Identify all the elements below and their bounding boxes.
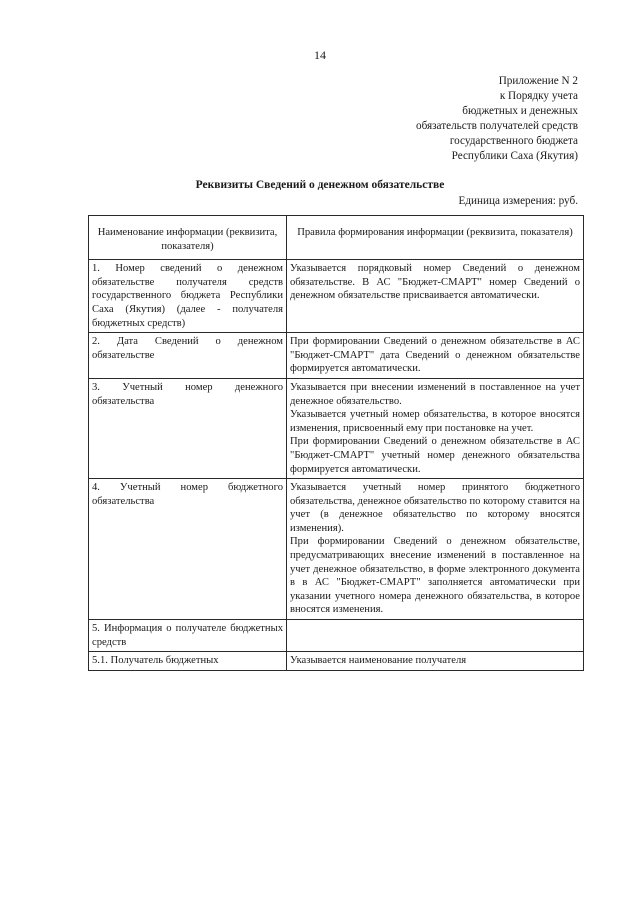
rule-paragraph: Указывается наименование получателя — [290, 655, 467, 667]
row-rules-cell — [287, 333, 584, 379]
appendix-line: государственного бюджета — [449, 135, 578, 147]
appendix-line: Республики Саха (Якутия) — [451, 150, 578, 162]
rule-paragraph: При формировании Сведений о денежном обязательстве в АС "Бюджет-СМАРТ" учетный номер денежного обязательства формируется автоматически. — [290, 436, 580, 475]
table-header-row — [89, 216, 584, 260]
table-row — [89, 652, 584, 671]
table-row — [89, 333, 584, 379]
appendix-line: бюджетных и денежных — [462, 105, 578, 117]
page-number: 14 — [314, 48, 326, 62]
document-title: Реквизиты Сведений о денежном обязательстве — [195, 179, 445, 191]
row-name-cell: 2. Дата Сведений о денежном обязательстве — [89, 333, 287, 379]
appendix-header — [416, 74, 578, 164]
table-row — [89, 260, 584, 333]
row-rules-cell — [287, 620, 584, 652]
requisites-table — [88, 215, 584, 671]
rule-paragraph: При формировании Сведений о денежном обязательстве, предусматривающих внесение изменений в поставленное на учет денежное обязательство, в форме электронного документа в в АС "Бюджет-СМАРТ" заполняется автоматически при указании учетного номера денежного обязательства, в которое вносятся изменения. — [290, 536, 580, 616]
row-rules-cell — [287, 378, 584, 478]
rule-paragraph: При формировании Сведений о денежном обязательстве в АС "Бюджет-СМАРТ" дата Сведений о денежном обязательстве формируется автоматически. — [290, 336, 580, 375]
rule-paragraph: Указывается при внесении изменений в поставленное на учет денежное обязательство. — [290, 381, 580, 407]
table-row — [89, 378, 584, 478]
row-rules-cell — [287, 479, 584, 620]
unit-of-measure: Единица измерения: руб. — [458, 195, 578, 207]
row-rules-cell — [287, 652, 584, 671]
row-name-cell: 5. Информация о получателе бюджетных средств — [89, 620, 287, 652]
appendix-line: к Порядку учета — [499, 90, 578, 102]
rule-paragraph: Указывается порядковый номер Сведений о денежном обязательстве. В АС "Бюджет-СМАРТ" номер Сведений о денежном обязательстве присваивается автоматически. — [290, 263, 580, 302]
row-rules-cell — [287, 260, 584, 333]
table-row — [89, 479, 584, 620]
row-name-cell: 1. Номер сведений о денежном обязательстве получателя средств государственного бюджета Республики Саха (Якутия) (далее - получателя бюджетных средств) — [89, 260, 287, 333]
table-row — [89, 620, 584, 652]
column-header-rules: Правила формирования информации (реквизита, показателя) — [287, 216, 584, 260]
row-name-cell: 4. Учетный номер бюджетного обязательства — [89, 479, 287, 620]
rule-paragraph: Указывается учетный номер принятого бюджетного обязательства, денежное обязательство по которому ставится на учет (в денежное обязательство по которому вносятся изменения). — [290, 482, 580, 534]
row-name-cell: 3. Учетный номер денежного обязательства — [89, 378, 287, 478]
appendix-line: Приложение N 2 — [498, 75, 578, 87]
rule-paragraph: Указывается учетный номер обязательства, в которое вносятся изменения, присвоенный ему при постановке на учет. — [290, 409, 580, 434]
appendix-line: обязательств получателей средств — [415, 120, 578, 132]
column-header-name: Наименование информации (реквизита, показателя) — [89, 216, 287, 260]
row-name-cell: 5.1. Получатель бюджетных — [89, 652, 287, 671]
